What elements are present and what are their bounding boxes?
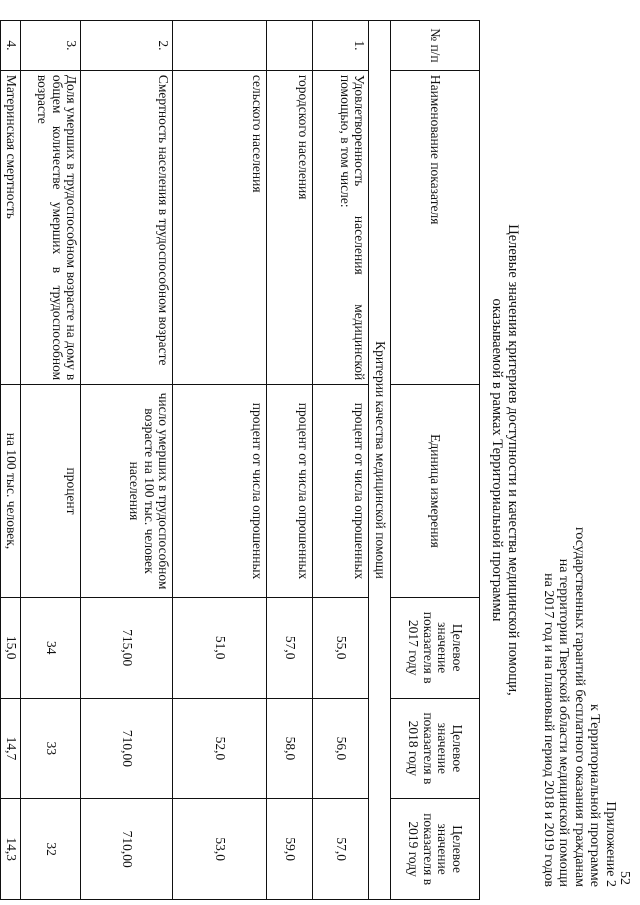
header-name: Наименование показателя [391, 70, 480, 384]
row-2018: 33 [21, 698, 81, 799]
row-num: 2. [81, 21, 173, 71]
row-unit: процент от числа опрошенных [313, 385, 369, 598]
title-line: оказываемой в рамках Территориальной программы [489, 298, 506, 622]
row-2018: 14,7 [1, 698, 21, 799]
appendix-line: государственных гарантий бесплатного оказания гражданам [572, 526, 587, 887]
header-num: № п/п [391, 21, 480, 71]
row-2018: 56,0 [313, 698, 369, 799]
appendix-line: к Территориальной программе [587, 703, 603, 887]
row-unit: число умерших в трудоспособном возрасте на 100 тыс. человек населения [81, 385, 173, 598]
title-line: Целевые значения критериев доступности и качества медицинской помощи, [505, 224, 521, 696]
row-2017: 15,0 [1, 597, 21, 698]
table-row [81, 21, 173, 900]
row-name: городского населения [267, 70, 313, 384]
row-unit: процент [21, 385, 81, 598]
row-name: Доля умерших в трудоспособном возрасте на дому в общем количестве умерших в трудоспособном возрасте [21, 70, 81, 384]
row-2019: 59,0 [267, 799, 313, 900]
table-row [267, 21, 313, 900]
appendix-line: на территории Тверской области медицинской помощи [556, 558, 572, 887]
criteria-table [1, 20, 481, 900]
header-2017: Целевое значение показателя в 2017 году [391, 597, 480, 698]
row-name: Материнская смертность [1, 70, 21, 384]
row-2017: 34 [21, 597, 81, 698]
row-num: 1. [313, 21, 369, 71]
header-2019: Целевое значение показателя в 2019 году [391, 799, 480, 900]
row-name: сельского населения [173, 70, 267, 384]
row-2018: 52,0 [173, 698, 267, 799]
table-row [21, 21, 81, 900]
row-2019: 32 [21, 799, 81, 900]
document-title [489, 180, 520, 740]
row-unit: на 100 тыс. человек, [1, 385, 21, 598]
row-unit: процент от числа опрошенных [173, 385, 267, 598]
header-2018: Целевое значение показателя в 2018 году [391, 698, 480, 799]
row-2019: 53,0 [173, 799, 267, 900]
appendix-line: Приложение 2 [603, 801, 618, 887]
row-2018: 58,0 [267, 698, 313, 799]
table-header-row [391, 21, 480, 900]
table-row [173, 21, 267, 900]
row-name: Смертность населения в трудоспособном возрасте [81, 70, 173, 384]
row-2017: 715,00 [81, 597, 173, 698]
table-row [1, 21, 21, 900]
row-name: Удовлетворенность населения медицинской помощью, в том числе: [313, 70, 369, 384]
row-2018: 710,00 [81, 698, 173, 799]
row-unit: процент от числа опрошенных [267, 385, 313, 598]
appendix-line: на 2017 год и на плановый период 2018 и 2019 годов [541, 573, 556, 887]
table-row [313, 21, 369, 900]
row-2017: 55,0 [313, 597, 369, 698]
section-row [369, 21, 391, 900]
row-2017: 57,0 [267, 597, 313, 698]
row-2019: 14,3 [1, 799, 21, 900]
section-title: Критерии качества медицинской помощи [369, 21, 391, 900]
appendix-note [541, 367, 619, 887]
row-num [173, 21, 267, 71]
row-num [267, 21, 313, 71]
header-unit: Единица измерения [391, 385, 480, 598]
row-2019: 710,00 [81, 799, 173, 900]
row-2019: 57,0 [313, 799, 369, 900]
page-number: 52 [617, 871, 632, 885]
row-2017: 51,0 [173, 597, 267, 698]
row-num: 3. [21, 21, 81, 71]
row-num: 4. [1, 21, 21, 71]
